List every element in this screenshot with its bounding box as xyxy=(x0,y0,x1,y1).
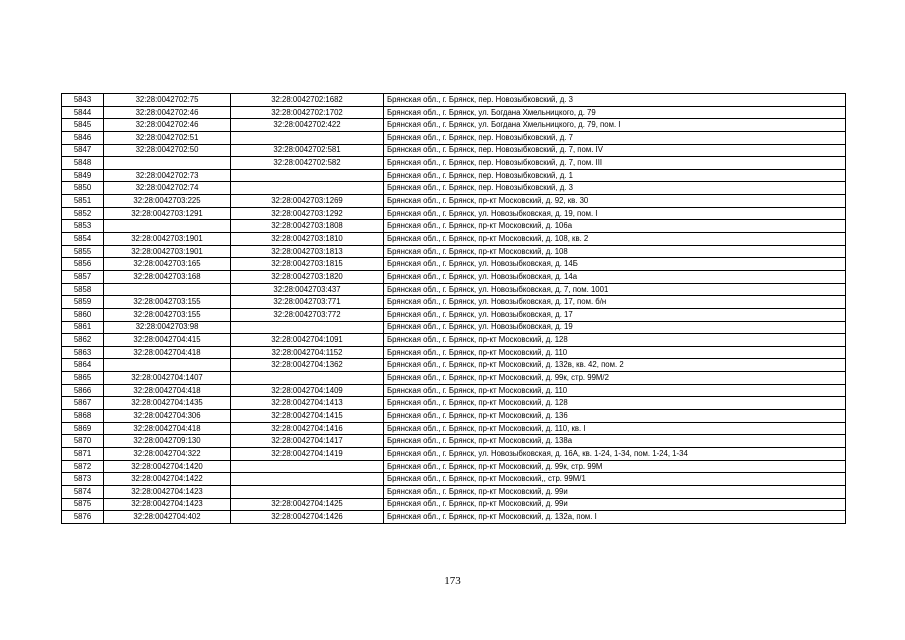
row-number-cell: 5865 xyxy=(62,372,104,385)
address-cell: Брянская обл., г. Брянск, пр-кт Московский, д. 108 xyxy=(384,245,846,258)
address-cell: Брянская обл., г. Брянск, пр-кт Московский, д. 128 xyxy=(384,397,846,410)
object-cadastral-number-cell: 32:28:0042703:1815 xyxy=(231,258,384,271)
cadastral-number-cell: 32:28:0042704:418 xyxy=(104,384,231,397)
cadastral-number-cell: 32:28:0042702:73 xyxy=(104,169,231,182)
table-row xyxy=(62,283,846,296)
cadastral-number-cell: 32:28:0042703:98 xyxy=(104,321,231,334)
cadastral-number-cell: 32:28:0042702:50 xyxy=(104,144,231,157)
address-cell: Брянская обл., г. Брянск, ул. Новозыбковская, д. 17, пом. б/н xyxy=(384,296,846,309)
row-number-cell: 5852 xyxy=(62,207,104,220)
table-row xyxy=(62,296,846,309)
cadastral-number-cell: 32:28:0042703:168 xyxy=(104,270,231,283)
cadastral-number-cell xyxy=(104,283,231,296)
cadastral-number-cell: 32:28:0042703:155 xyxy=(104,308,231,321)
cadastral-number-cell: 32:28:0042704:322 xyxy=(104,447,231,460)
table-row xyxy=(62,384,846,397)
table-row xyxy=(62,498,846,511)
cadastral-number-cell: 32:28:0042704:1423 xyxy=(104,485,231,498)
object-cadastral-number-cell: 32:28:0042704:1425 xyxy=(231,498,384,511)
address-cell: Брянская обл., г. Брянск, пр-кт Московский, д. 106а xyxy=(384,220,846,233)
table-row xyxy=(62,207,846,220)
object-cadastral-number-cell: 32:28:0042702:1702 xyxy=(231,106,384,119)
row-number-cell: 5849 xyxy=(62,169,104,182)
address-cell: Брянская обл., г. Брянск, ул. Новозыбковская, д. 14Б xyxy=(384,258,846,271)
table-row xyxy=(62,157,846,170)
page-number: 173 xyxy=(444,575,461,587)
table-row xyxy=(62,94,846,107)
address-cell: Брянская обл., г. Брянск, пр-кт Московский, д. 99к, стр. 99М/2 xyxy=(384,372,846,385)
table-row xyxy=(62,473,846,486)
row-number-cell: 5872 xyxy=(62,460,104,473)
table-row xyxy=(62,144,846,157)
object-cadastral-number-cell: 32:28:0042704:1413 xyxy=(231,397,384,410)
row-number-cell: 5864 xyxy=(62,359,104,372)
address-cell: Брянская обл., г. Брянск, пер. Новозыбковский, д. 1 xyxy=(384,169,846,182)
table-row xyxy=(62,169,846,182)
address-cell: Брянская обл., г. Брянск, пр-кт Московский, д. 99и xyxy=(384,498,846,511)
cadastral-number-cell: 32:28:0042704:418 xyxy=(104,346,231,359)
address-cell: Брянская обл., г. Брянск, пер. Новозыбковский, д. 7, пом. IV xyxy=(384,144,846,157)
row-number-cell: 5845 xyxy=(62,119,104,132)
cadastral-number-cell: 32:28:0042704:1422 xyxy=(104,473,231,486)
object-cadastral-number-cell xyxy=(231,460,384,473)
address-cell: Брянская обл., г. Брянск, ул. Богдана Хмельницкого, д. 79 xyxy=(384,106,846,119)
row-number-cell: 5861 xyxy=(62,321,104,334)
object-cadastral-number-cell: 32:28:0042704:1417 xyxy=(231,435,384,448)
cadastral-number-cell: 32:28:0042702:46 xyxy=(104,106,231,119)
address-cell: Брянская обл., г. Брянск, пр-кт Московский, д. 136 xyxy=(384,410,846,423)
address-cell: Брянская обл., г. Брянск, ул. Новозыбковская, д. 17 xyxy=(384,308,846,321)
object-cadastral-number-cell: 32:28:0042704:1091 xyxy=(231,334,384,347)
table-row xyxy=(62,422,846,435)
address-cell: Брянская обл., г. Брянск, пер. Новозыбковский, д. 7, пом. III xyxy=(384,157,846,170)
row-number-cell: 5848 xyxy=(62,157,104,170)
object-cadastral-number-cell: 32:28:0042704:1152 xyxy=(231,346,384,359)
table-row xyxy=(62,258,846,271)
table-row xyxy=(62,233,846,246)
cadastral-number-cell: 32:28:0042704:415 xyxy=(104,334,231,347)
address-cell: Брянская обл., г. Брянск, пр-кт Московский, д. 110 xyxy=(384,384,846,397)
address-cell: Брянская обл., г. Брянск, ул. Новозыбковская, д. 19 xyxy=(384,321,846,334)
object-cadastral-number-cell: 32:28:0042702:581 xyxy=(231,144,384,157)
row-number-cell: 5869 xyxy=(62,422,104,435)
row-number-cell: 5876 xyxy=(62,511,104,524)
object-cadastral-number-cell: 32:28:0042704:1409 xyxy=(231,384,384,397)
table-row xyxy=(62,447,846,460)
cadastral-number-cell: 32:28:0042704:402 xyxy=(104,511,231,524)
table-row xyxy=(62,485,846,498)
row-number-cell: 5856 xyxy=(62,258,104,271)
object-cadastral-number-cell: 32:28:0042704:1419 xyxy=(231,447,384,460)
object-cadastral-number-cell xyxy=(231,473,384,486)
row-number-cell: 5868 xyxy=(62,410,104,423)
row-number-cell: 5855 xyxy=(62,245,104,258)
row-number-cell: 5843 xyxy=(62,94,104,107)
row-number-cell: 5853 xyxy=(62,220,104,233)
row-number-cell: 5844 xyxy=(62,106,104,119)
row-number-cell: 5862 xyxy=(62,334,104,347)
object-cadastral-number-cell: 32:28:0042703:1810 xyxy=(231,233,384,246)
table-row xyxy=(62,245,846,258)
cadastral-number-cell: 32:28:0042702:75 xyxy=(104,94,231,107)
address-cell: Брянская обл., г. Брянск, пр-кт Московский, д. 128 xyxy=(384,334,846,347)
row-number-cell: 5867 xyxy=(62,397,104,410)
row-number-cell: 5860 xyxy=(62,308,104,321)
row-number-cell: 5873 xyxy=(62,473,104,486)
object-cadastral-number-cell: 32:28:0042702:1682 xyxy=(231,94,384,107)
object-cadastral-number-cell: 32:28:0042703:1813 xyxy=(231,245,384,258)
row-number-cell: 5850 xyxy=(62,182,104,195)
row-number-cell: 5857 xyxy=(62,270,104,283)
address-cell: Брянская обл., г. Брянск, пр-кт Московский, д. 99и xyxy=(384,485,846,498)
object-cadastral-number-cell xyxy=(231,321,384,334)
object-cadastral-number-cell: 32:28:0042703:1820 xyxy=(231,270,384,283)
object-cadastral-number-cell xyxy=(231,182,384,195)
row-number-cell: 5870 xyxy=(62,435,104,448)
cadastral-number-cell: 32:28:0042702:51 xyxy=(104,131,231,144)
object-cadastral-number-cell xyxy=(231,169,384,182)
address-cell: Брянская обл., г. Брянск, пер. Новозыбковский, д. 3 xyxy=(384,94,846,107)
address-cell: Брянская обл., г. Брянск, пр-кт Московский, д. 110 xyxy=(384,346,846,359)
address-cell: Брянская обл., г. Брянск, пер. Новозыбковский, д. 7 xyxy=(384,131,846,144)
row-number-cell: 5866 xyxy=(62,384,104,397)
row-number-cell: 5847 xyxy=(62,144,104,157)
table-row xyxy=(62,460,846,473)
object-cadastral-number-cell: 32:28:0042703:772 xyxy=(231,308,384,321)
object-cadastral-number-cell: 32:28:0042703:1292 xyxy=(231,207,384,220)
cadastral-number-cell: 32:28:0042704:1435 xyxy=(104,397,231,410)
cadastral-number-cell: 32:28:0042703:1901 xyxy=(104,233,231,246)
cadastral-number-cell: 32:28:0042703:1901 xyxy=(104,245,231,258)
object-cadastral-number-cell: 32:28:0042704:1362 xyxy=(231,359,384,372)
table-row xyxy=(62,106,846,119)
row-number-cell: 5874 xyxy=(62,485,104,498)
object-cadastral-number-cell: 32:28:0042703:1269 xyxy=(231,195,384,208)
address-cell: Брянская обл., г. Брянск, пр-кт Московский,, стр. 99М/1 xyxy=(384,473,846,486)
table-row xyxy=(62,220,846,233)
object-cadastral-number-cell: 32:28:0042703:437 xyxy=(231,283,384,296)
address-cell: Брянская обл., г. Брянск, пр-кт Московский, д. 138а xyxy=(384,435,846,448)
table-row xyxy=(62,308,846,321)
object-cadastral-number-cell: 32:28:0042703:1808 xyxy=(231,220,384,233)
address-cell: Брянская обл., г. Брянск, ул. Новозыбковская, д. 7, пом. 1001 xyxy=(384,283,846,296)
table-row xyxy=(62,131,846,144)
table-row xyxy=(62,334,846,347)
address-cell: Брянская обл., г. Брянск, пр-кт Московский, д. 108, кв. 2 xyxy=(384,233,846,246)
cadastral-number-cell: 32:28:0042704:306 xyxy=(104,410,231,423)
address-cell: Брянская обл., г. Брянск, ул. Новозыбковская, д. 19, пом. I xyxy=(384,207,846,220)
cadastral-number-cell xyxy=(104,157,231,170)
cadastral-number-cell: 32:28:0042704:1407 xyxy=(104,372,231,385)
row-number-cell: 5851 xyxy=(62,195,104,208)
cadastral-number-cell: 32:28:0042704:1423 xyxy=(104,498,231,511)
object-cadastral-number-cell xyxy=(231,485,384,498)
table-row xyxy=(62,372,846,385)
object-cadastral-number-cell: 32:28:0042704:1416 xyxy=(231,422,384,435)
object-cadastral-number-cell xyxy=(231,131,384,144)
cadastral-number-cell: 32:28:0042703:225 xyxy=(104,195,231,208)
table-row xyxy=(62,397,846,410)
object-cadastral-number-cell: 32:28:0042703:771 xyxy=(231,296,384,309)
table-row xyxy=(62,119,846,132)
table-row xyxy=(62,359,846,372)
table-row xyxy=(62,321,846,334)
cadastral-number-cell: 32:28:0042703:155 xyxy=(104,296,231,309)
table-row xyxy=(62,511,846,524)
cadastral-number-cell xyxy=(104,359,231,372)
address-cell: Брянская обл., г. Брянск, пр-кт Московский, д. 132а, пом. I xyxy=(384,511,846,524)
object-cadastral-number-cell: 32:28:0042702:422 xyxy=(231,119,384,132)
row-number-cell: 5859 xyxy=(62,296,104,309)
row-number-cell: 5846 xyxy=(62,131,104,144)
row-number-cell: 5875 xyxy=(62,498,104,511)
object-cadastral-number-cell: 32:28:0042702:582 xyxy=(231,157,384,170)
registry-table xyxy=(61,93,846,524)
address-cell: Брянская обл., г. Брянск, пр-кт Московский, д. 99к, стр. 99М xyxy=(384,460,846,473)
address-cell: Брянская обл., г. Брянск, пр-кт Московский, д. 92, кв. 30 xyxy=(384,195,846,208)
row-number-cell: 5854 xyxy=(62,233,104,246)
cadastral-number-cell: 32:28:0042702:74 xyxy=(104,182,231,195)
table-row xyxy=(62,195,846,208)
cadastral-number-cell: 32:28:0042709:130 xyxy=(104,435,231,448)
cadastral-number-cell: 32:28:0042704:1420 xyxy=(104,460,231,473)
address-cell: Брянская обл., г. Брянск, ул. Новозыбковская, д. 14а xyxy=(384,270,846,283)
row-number-cell: 5858 xyxy=(62,283,104,296)
table-row xyxy=(62,435,846,448)
table-row xyxy=(62,410,846,423)
table-row xyxy=(62,182,846,195)
address-cell: Брянская обл., г. Брянск, ул. Новозыбковская, д. 16А, кв. 1-24, 1-34, пом. 1-24, 1-34 xyxy=(384,447,846,460)
cadastral-number-cell: 32:28:0042704:418 xyxy=(104,422,231,435)
table-row xyxy=(62,270,846,283)
address-cell: Брянская обл., г. Брянск, пр-кт Московский, д. 110, кв. I xyxy=(384,422,846,435)
address-cell: Брянская обл., г. Брянск, ул. Богдана Хмельницкого, д. 79, пом. I xyxy=(384,119,846,132)
table-row xyxy=(62,346,846,359)
object-cadastral-number-cell: 32:28:0042704:1426 xyxy=(231,511,384,524)
object-cadastral-number-cell xyxy=(231,372,384,385)
registry-table-body xyxy=(62,94,846,524)
cadastral-number-cell xyxy=(104,220,231,233)
row-number-cell: 5871 xyxy=(62,447,104,460)
cadastral-number-cell: 32:28:0042703:1291 xyxy=(104,207,231,220)
object-cadastral-number-cell: 32:28:0042704:1415 xyxy=(231,410,384,423)
cadastral-number-cell: 32:28:0042702:46 xyxy=(104,119,231,132)
address-cell: Брянская обл., г. Брянск, пер. Новозыбковский, д. 3 xyxy=(384,182,846,195)
address-cell: Брянская обл., г. Брянск, пр-кт Московский, д. 132в, кв. 42, пом. 2 xyxy=(384,359,846,372)
cadastral-number-cell: 32:28:0042703:165 xyxy=(104,258,231,271)
row-number-cell: 5863 xyxy=(62,346,104,359)
